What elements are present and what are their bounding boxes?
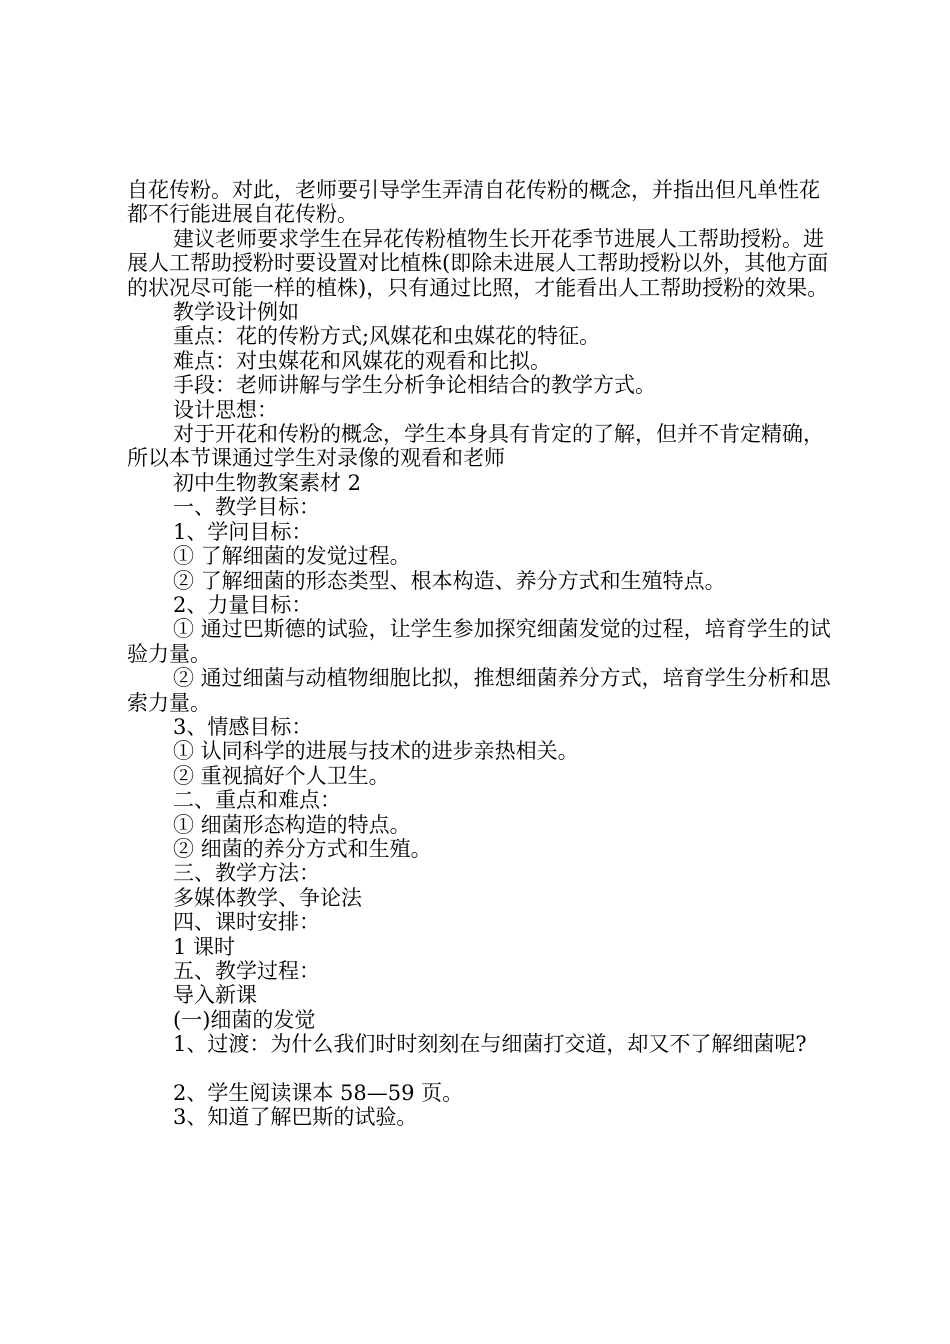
document-body	[127, 178, 837, 1130]
paragraph: 教学设计例如	[173, 300, 299, 325]
paragraph: (一)细菌的发觉	[173, 1007, 316, 1032]
paragraph: 二、重点和难点：	[173, 788, 341, 813]
paragraph: 1、过渡：为什么我们时时刻刻在与细菌打交道，却又不了解细菌呢?	[173, 1032, 807, 1057]
paragraph: ② 重视搞好个人卫生。	[173, 763, 390, 788]
paragraph: 3、情感目标：	[173, 714, 313, 739]
paragraph: 初中生物教案素材 2	[173, 470, 362, 495]
paragraph: 一、教学目标：	[173, 495, 320, 520]
paragraph	[127, 1057, 837, 1081]
paragraph: 四、课时安排：	[173, 910, 320, 935]
paragraph: 手段：老师讲解与学生分析争论相结合的教学方式。	[173, 373, 656, 398]
paragraph: ② 细菌的养分方式和生殖。	[173, 836, 432, 861]
paragraph: 难点：对虫媒花和风媒花的观看和比拟。	[173, 348, 551, 373]
paragraph: ① 认同科学的进展与技术的进步亲热相关。	[173, 739, 579, 764]
paragraph: 导入新课	[173, 983, 257, 1008]
paragraph: 建议老师要求学生在异花传粉植物生长开花季节进展人工帮助授粉。进展人工帮助授粉时要设置对比植株(即除未进展人工帮助授粉以外，其他方面的状况尽可能一样的植株)，只有通过比照，才能看出人工帮助授粉的效果。	[127, 226, 829, 300]
paragraph: ① 了解细菌的发觉过程。	[173, 544, 411, 569]
paragraph: ① 通过巴斯德的试验，让学生参加探究细菌发觉的过程，培育学生的试验力量。	[127, 617, 831, 666]
paragraph: ② 通过细菌与动植物细胞比拟，推想细菌养分方式，培育学生分析和思索力量。	[127, 666, 831, 715]
paragraph: 三、教学方法：	[173, 861, 320, 886]
paragraph: 五、教学过程：	[173, 959, 320, 983]
paragraph: 多媒体教学、争论法	[173, 885, 362, 910]
paragraph: 对于开花和传粉的概念，学生本身具有肯定的了解，但并不肯定精确，所以本节课通过学生对录像的观看和老师	[127, 422, 824, 471]
paragraph: 重点：花的传粉方式;风媒花和虫媒花的特征。	[173, 324, 601, 349]
paragraph: 自花传粉。对此，老师要引导学生弄清自花传粉的概念，并指出但凡单性花都不行能进展自花传粉。	[127, 178, 820, 227]
paragraph: 2、学生阅读课本 58—59 页。	[173, 1081, 464, 1106]
paragraph: ① 细菌形态构造的特点。	[173, 812, 411, 837]
paragraph: 1 课时	[173, 934, 236, 959]
paragraph: 2、力量目标：	[173, 592, 313, 617]
paragraph: 1、学问目标：	[173, 519, 313, 544]
paragraph: 3、知道了解巴斯的试验。	[173, 1105, 418, 1130]
paragraph: 设计思想：	[173, 397, 278, 422]
paragraph: ② 了解细菌的形态类型、根本构造、养分方式和生殖特点。	[173, 568, 726, 593]
